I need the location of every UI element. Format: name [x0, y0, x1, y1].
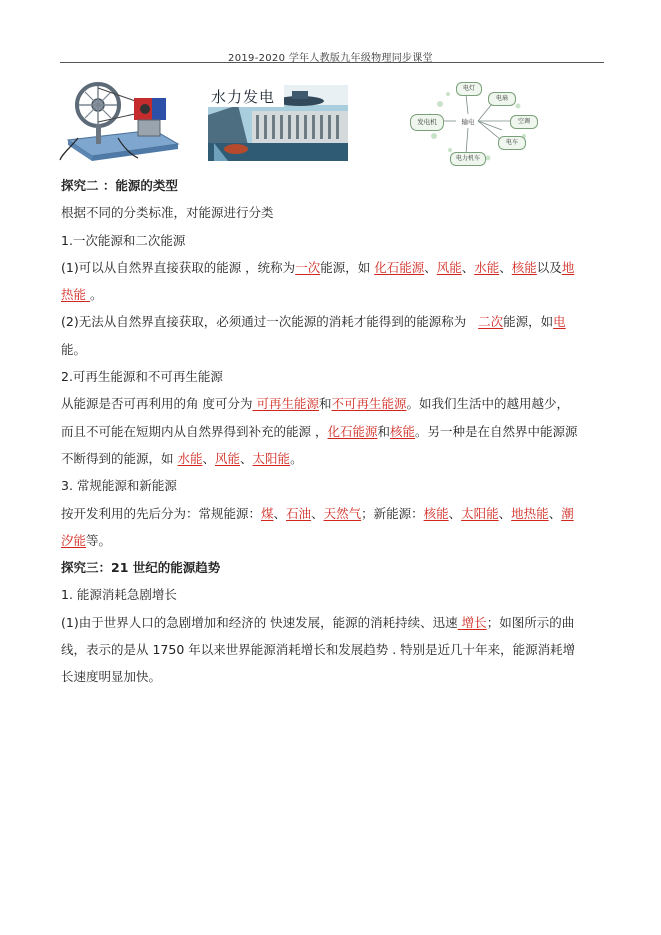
answer: 天然气 [323, 505, 362, 521]
text: 。另一种是在自然界中能源源 [415, 423, 578, 439]
answer: 热能 [61, 287, 87, 303]
subheading: 2.可再生能源和不可再生能源 [61, 369, 223, 385]
text: 和 [318, 396, 332, 412]
text: 而且不可能在短期内从自然界得到补充的能源 ， [61, 423, 328, 439]
text: 等。 [86, 532, 112, 548]
answer: 电 [553, 314, 566, 330]
text: ；新能源： [361, 505, 424, 521]
text: 不断得到的能源，如 [61, 450, 178, 466]
text: (1)可以从自然界直接获取的能源 ，统称为 [61, 259, 296, 275]
text: 。 [90, 287, 103, 303]
answer: 水能 [474, 259, 500, 275]
header-divider [60, 62, 604, 63]
answer: 一次 [295, 259, 321, 275]
section-intro: 根据不同的分类标准，对能源进行分类 [61, 205, 274, 221]
diagram-node-generator: 发电机 [410, 114, 444, 131]
separator: 、 [240, 450, 253, 466]
page-header: 2019-2020 学年人教版九年级物理同步课堂 [228, 53, 433, 64]
separator: 、 [311, 505, 324, 521]
text: 。如我们生活中的越用越少， [406, 396, 570, 412]
answer: 二次 [478, 314, 504, 330]
answer: 太阳能 [461, 505, 499, 521]
section-title: 探究三：21 世纪的能源趋势 [61, 560, 221, 576]
diagram-node: 电扇 [488, 92, 516, 106]
text: 能源，如 [503, 314, 554, 330]
answer: 地热能 [511, 505, 549, 521]
diagram-node: 电灯 [456, 82, 482, 96]
answer: 化石能源 [327, 423, 378, 439]
separator: 、 [273, 505, 287, 521]
answer: 核能 [511, 259, 537, 275]
separator: 、 [548, 505, 562, 521]
paragraph [61, 609, 606, 691]
text: 线，表示的是从 1750 年以来世界能源消耗增长和发展趋势 . 特别是近几十年来，能源消耗增 [61, 642, 576, 658]
diagram-node-center: 输电 [461, 118, 475, 126]
answer: 不可再生能源 [331, 396, 407, 412]
paragraph [61, 308, 606, 363]
answer: 太阳能 [252, 450, 291, 466]
separator: 、 [498, 505, 512, 521]
paragraph [61, 500, 606, 555]
hydropower-title: 水力发电 [211, 88, 276, 106]
subheading: 3. 常规能源和新能源 [61, 478, 177, 494]
main-content [61, 172, 606, 691]
answer: 风能 [436, 259, 462, 275]
hydropower-image [208, 85, 348, 161]
answer: 水能 [177, 450, 203, 466]
separator: 、 [424, 259, 437, 275]
answer: 汐能 [61, 532, 87, 548]
text: 以及 [536, 259, 562, 275]
paragraph [61, 254, 606, 309]
text: 能。 [61, 341, 87, 357]
answer: 风能 [215, 450, 241, 466]
separator: 、 [202, 450, 216, 466]
spacer [466, 314, 478, 329]
text: 长速度明显加快。 [61, 669, 162, 685]
answer: 煤 [261, 505, 274, 521]
generator-model-image [58, 78, 180, 162]
paragraph [61, 390, 606, 472]
diagram-node: 电力机车 [450, 152, 486, 166]
section-title: 探究二 ：能源的类型 [61, 178, 178, 193]
separator: 、 [499, 259, 512, 275]
separator: 、 [461, 259, 475, 275]
text: 从能源是否可再利用的角 度可分为 [61, 396, 253, 412]
diagram-node: 电车 [498, 136, 526, 150]
text: 和 [377, 423, 391, 439]
answer: 可再生能源 [256, 396, 319, 412]
text: ；如图所示的曲 [486, 614, 575, 630]
diagram-node: 空调 [510, 115, 538, 129]
text: 。 [290, 450, 303, 466]
answer: 地 [561, 259, 575, 275]
separator: 、 [448, 505, 462, 521]
subheading: 1. 能源消耗急剧增长 [61, 587, 177, 603]
electricity-usage-diagram [400, 76, 540, 166]
answer: 核能 [390, 423, 416, 439]
text: (1)由于世界人口的急剧增加和经济的 快速发展，能源的消耗持续、迅速 [61, 614, 458, 630]
answer: 石油 [286, 505, 312, 521]
answer: 增长 [461, 614, 487, 630]
answer: 核能 [423, 505, 449, 521]
text: (2)无法从自然界直接获取，必须通过一次能源的消耗才能得到的能源称为 [61, 314, 467, 330]
answer: 化石能源 [374, 259, 425, 275]
text: 按开发利用的先后分为：常规能源： [61, 505, 262, 521]
answer: 潮 [561, 505, 574, 521]
text: 能源，如 [320, 259, 375, 275]
subheading: 1.一次能源和二次能源 [61, 232, 186, 248]
